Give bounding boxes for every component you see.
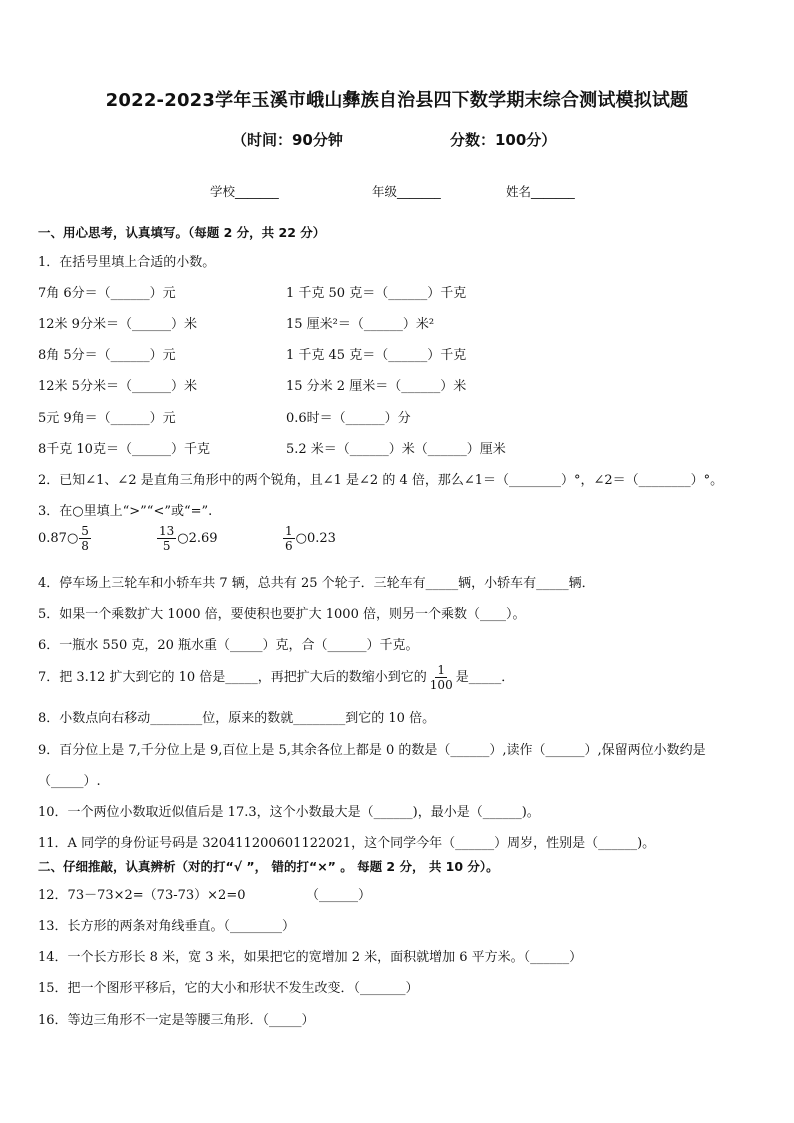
q3-b-right: ○2.69 [177, 531, 218, 546]
q3-b-denominator: 5 [162, 539, 171, 553]
q1-row6-right: 5.2 米＝（______）米（______）厘米 [286, 442, 506, 457]
q1-row3-right: 1 千克 45 克＝（______）千克 [286, 348, 467, 363]
question-8: 8．小数点向右移动________位，原来的数就________到它的 10 倍。 [38, 711, 436, 726]
q1-row6-left: 8千克 10克＝（______）千克 [38, 442, 210, 457]
q3-c-denominator: 6 [285, 539, 293, 553]
school-field: 学校_______ [210, 184, 279, 199]
q3-a-numerator: 5 [81, 524, 89, 538]
name-field: 姓名_______ [506, 184, 575, 199]
q1-row5-right: 0.6时＝（______）分 [286, 411, 411, 426]
q3-item-b [156, 524, 218, 553]
q3-a-fraction [79, 524, 91, 553]
q7-numerator: 1 [437, 663, 446, 677]
question-11: 11．A 同学的身份证号码是 320411200601122021，这个同学今年（______）周岁，性别是（______)。 [38, 836, 656, 851]
time-label: （时间：90分钟 [232, 131, 343, 149]
question-6: 6．一瓶水 550 克，20 瓶水重（_____）克，合（______）千克。 [38, 638, 419, 653]
question-15: 15．把一个图形平移后，它的大小和形状不发生改变．（_______） [38, 981, 419, 996]
q3-b-numerator: 13 [159, 524, 175, 538]
question-3-stem: 3．在○里填上“>”“<”或“=”. [38, 504, 213, 519]
q7-before: 7．把 3.12 扩大到它的 10 倍是_____，再把扩大后的数缩小到它的 [38, 670, 427, 685]
question-13: 13．长方形的两条对角线垂直。（________） [38, 919, 296, 934]
score-label: 分数：100分） [450, 131, 557, 149]
question-9-line1: 9．百分位上是 7,千分位上是 9,百位上是 5,其余各位上都是 0 的数是（______）,读作（______）,保留两位小数约是 [38, 743, 706, 758]
q1-row4-right: 15 分米 2 厘米＝（______）米 [286, 379, 467, 394]
question-16: 16．等边三角形不一定是等腰三角形．（_____） [38, 1013, 315, 1028]
question-12: 12．73－73×2=（73-73）×2=0 [38, 888, 246, 903]
q3-item-c [282, 524, 336, 553]
q7-denominator: 100 [429, 678, 453, 692]
q1-row3-left: 8角 5分＝（______）元 [38, 348, 176, 363]
section2-heading: 二、仔细推敲，认真辨析（对的打“√ ”， 错的打“×” 。 每题 2 分， 共 10 分）。 [38, 859, 499, 874]
question-4: 4．停车场上三轮车和小轿车共 7 辆，总共有 25 个轮子．三轮车有_____辆，小轿车有_____辆． [38, 576, 595, 591]
question-14: 14．一个长方形长 8 米，宽 3 米，如果把它的宽增加 2 米，面积就增加 6 平方米。（______） [38, 950, 583, 965]
question-2: 2．已知∠1、∠2 是直角三角形中的两个锐角，且∠1 是∠2 的 4 倍，那么∠1＝（________）°，∠2＝（________）°。 [38, 473, 724, 488]
question-12-blank: （______） [306, 888, 372, 903]
q3-c-right: ○0.23 [295, 531, 336, 546]
q1-row5-left: 5元 9角＝（______）元 [38, 411, 176, 426]
q3-c-fraction [283, 524, 295, 553]
q3-a-denominator: 8 [81, 539, 89, 553]
question-1-stem: 1．在括号里填上合适的小数。 [38, 255, 216, 270]
q3-a-left: 0.87○ [38, 531, 79, 546]
q1-row2-right: 15 厘米²＝（______）米² [286, 317, 435, 332]
grade-field: 年级_______ [372, 184, 441, 199]
q1-row1-right: 1 千克 50 克＝（______）千克 [286, 286, 467, 301]
q1-row2-left: 12米 9分米＝（______）米 [38, 317, 197, 332]
q3-item-a [38, 524, 92, 553]
question-5: 5．如果一个乘数扩大 1000 倍，要使积也要扩大 1000 倍，则另一个乘数（____）。 [38, 607, 526, 622]
q3-b-fraction [157, 524, 176, 553]
section1-heading: 一、用心思考，认真填写。（每题 2 分，共 22 分） [38, 225, 326, 240]
question-10: 10．一个两位小数取近似值后是 17.3，这个小数最大是（______)，最小是（______)。 [38, 805, 540, 820]
q3-c-numerator: 1 [285, 524, 293, 538]
q1-row4-left: 12米 5分米＝（______）米 [38, 379, 197, 394]
question-7 [38, 663, 514, 692]
question-9-line2: （_____）. [38, 774, 101, 789]
q7-after: 是_____． [455, 670, 515, 685]
q1-row1-left: 7角 6分＝（______）元 [38, 286, 176, 301]
q7-fraction [428, 663, 455, 692]
page-title: 2022-2023学年玉溪市峨山彝族自治县四下数学期末综合测试模拟试题 [105, 90, 689, 111]
